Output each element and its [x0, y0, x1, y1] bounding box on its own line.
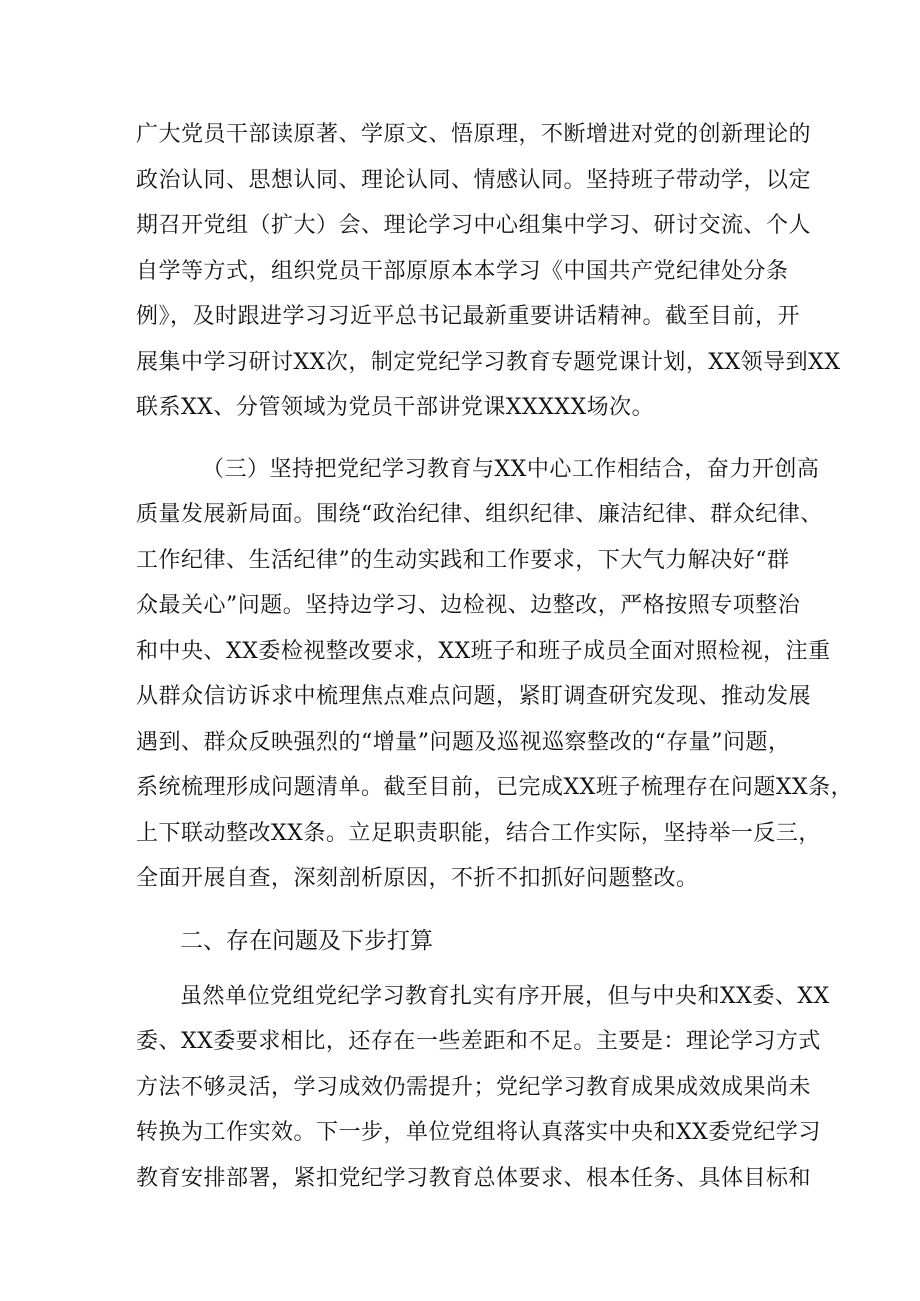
text-line: 教育安排部署，紧扣党纪学习教育总体要求、根本任务、具体目标和 [136, 1165, 812, 1191]
paragraph-study [136, 112, 841, 431]
paragraph-problems [136, 974, 830, 1202]
text-line: 从群众信访诉求中梳理焦点难点问题，紧盯调查研究发现、推动发展 [136, 684, 812, 709]
paragraph-spacer [136, 431, 788, 447]
text-line: 方法不够灵活，学习成效仍需提升；党纪学习教育成果成效成果尚未 [136, 1074, 812, 1100]
text-line: 政治认同、思想认同、理论认同、情感认同。坚持班子带动学，以定 [136, 167, 812, 193]
text-line: 上下联动整改XX条。立足职责职能，结合工作实际，坚持举一反三， [136, 820, 821, 846]
text-line: 委、XX委要求相比，还存在一些差距和不足。主要是：理论学习方式 [136, 1029, 821, 1054]
text-line: 众最关心”问题。坚持边学习、边检视、边整改，严格按照专项整治 [136, 593, 801, 618]
text-line: 转换为工作实效。下一步，单位党组将认真落实中央和XX委党纪学习 [136, 1120, 821, 1145]
text-line: 展集中学习研讨XX次，制定党纪学习教育专题党课计划，XX领导到XX [136, 349, 841, 375]
document-body [136, 112, 854, 1201]
text-line: 广大党员干部读原著、学原文、悟原理，不断增进对党的创新理论的 [136, 122, 812, 147]
text-line: 系统梳理形成问题清单。截至目前，已完成XX班子梳理存在问题XX条， [136, 775, 854, 800]
text-line: 期召开党组（扩大）会、理论学习中心组集中学习、研讨交流、个人 [136, 213, 812, 238]
text-line: 遇到、群众反映强烈的“增量”问题及巡视巡察整改的“存量”问题， [136, 729, 791, 755]
text-line: 质量发展新局面。围绕“政治纪律、组织纪律、廉洁纪律、群众纪律、 [136, 502, 823, 527]
paragraph-section-three [136, 447, 854, 902]
text-line: 全面开展自查，深刻剖析原因，不折不扣抓好问题整改。 [136, 866, 699, 891]
paragraph-spacer [136, 902, 788, 918]
text-line: 虽然单位党组党纪学习教育扎实有序开展，但与中央和XX委、XX [180, 983, 830, 1009]
text-line: 联系XX、分管领域为党员干部讲党课XXXXX场次。 [136, 395, 655, 420]
text-line: 例》，及时跟进学习习近平总书记最新重要讲话精神。截至目前，开 [136, 304, 801, 329]
text-line: 自学等方式，组织党员干部原原本本学习《中国共产党纪律处分条 [136, 258, 789, 284]
text-line: 工作纪律、生活纪律”的生动实践和工作要求，下大气力解决好“群 [136, 547, 790, 573]
text-line: 和中央、XX委检视整改要求，XX班子和班子成员全面对照检视，注重 [136, 638, 831, 664]
section-heading: 二、存在问题及下步打算 [180, 927, 433, 954]
text-line: （三）坚持把党纪学习教育与XX中心工作相结合，奋力开创高 [202, 456, 820, 482]
